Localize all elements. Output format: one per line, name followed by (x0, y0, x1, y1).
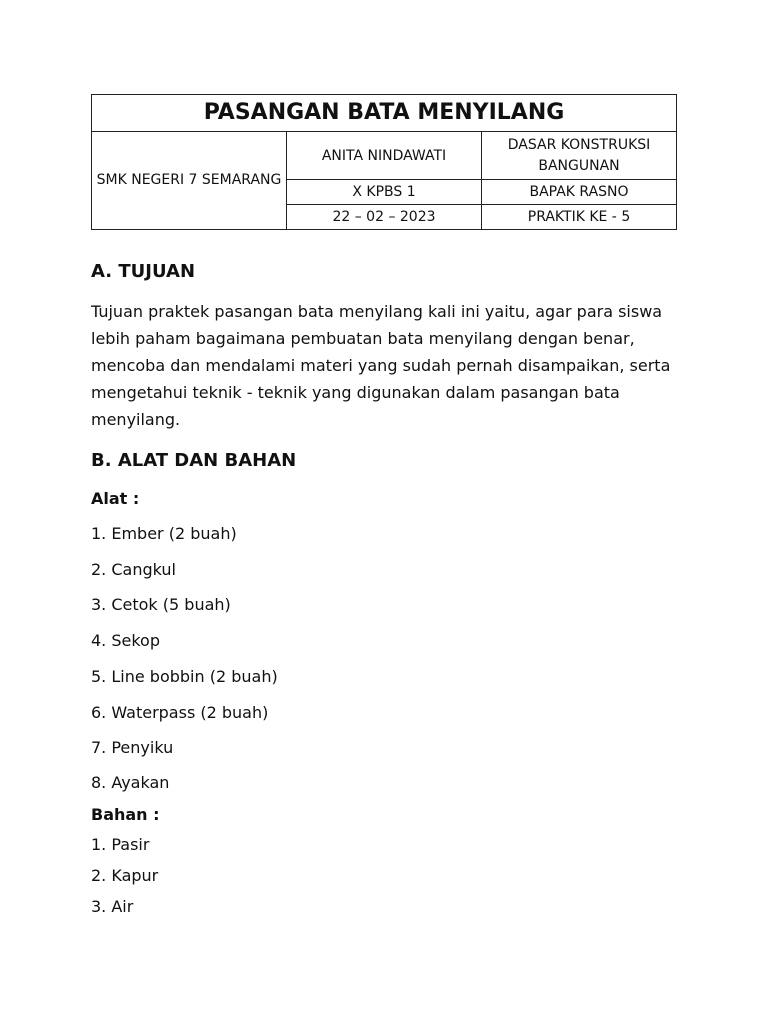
alat-item: 5. Line bobbin (2 buah) (91, 667, 278, 686)
bahan-label: Bahan : (91, 805, 160, 824)
alat-item: 7. Penyiku (91, 738, 174, 757)
subject-name: DASAR KONSTRUKSI BANGUNAN (482, 132, 677, 180)
section-a-heading: A. TUJUAN (91, 261, 196, 282)
alat-label: Alat : (91, 489, 140, 508)
alat-item: 6. Waterpass (2 buah) (91, 703, 269, 722)
alat-item: 4. Sekop (91, 631, 160, 650)
section-a-paragraph: Tujuan praktek pasangan bata menyilang kali ini yaitu, agar para siswa lebih paham bagaimana pembuatan bata menyilang dengan benar, mencoba dan mendalami materi yang sudah pernah disampaikan, serta mengetahui teknik - teknik yang digunakan dalam pasangan bata menyilang. (91, 302, 671, 429)
alat-item: 3. Cetok (5 buah) (91, 595, 231, 614)
school-name: SMK NEGERI 7 SEMARANG (92, 132, 287, 230)
teacher-name: BAPAK RASNO (482, 180, 677, 205)
bahan-item: 2. Kapur (91, 866, 159, 885)
header-table (91, 94, 677, 230)
practice-number: PRAKTIK KE - 5 (482, 205, 677, 230)
alat-item: 8. Ayakan (91, 773, 170, 792)
class-name: X KPBS 1 (287, 180, 482, 205)
section-b-heading: B. ALAT DAN BAHAN (91, 450, 297, 471)
bahan-item: 1. Pasir (91, 835, 150, 854)
bahan-item: 3. Air (91, 897, 134, 916)
alat-item: 1. Ember (2 buah) (91, 524, 237, 543)
document-title: PASANGAN BATA MENYILANG (92, 95, 677, 132)
student-name: ANITA NINDAWATI (287, 132, 482, 180)
date: 22 – 02 – 2023 (287, 205, 482, 230)
alat-item: 2. Cangkul (91, 560, 176, 579)
